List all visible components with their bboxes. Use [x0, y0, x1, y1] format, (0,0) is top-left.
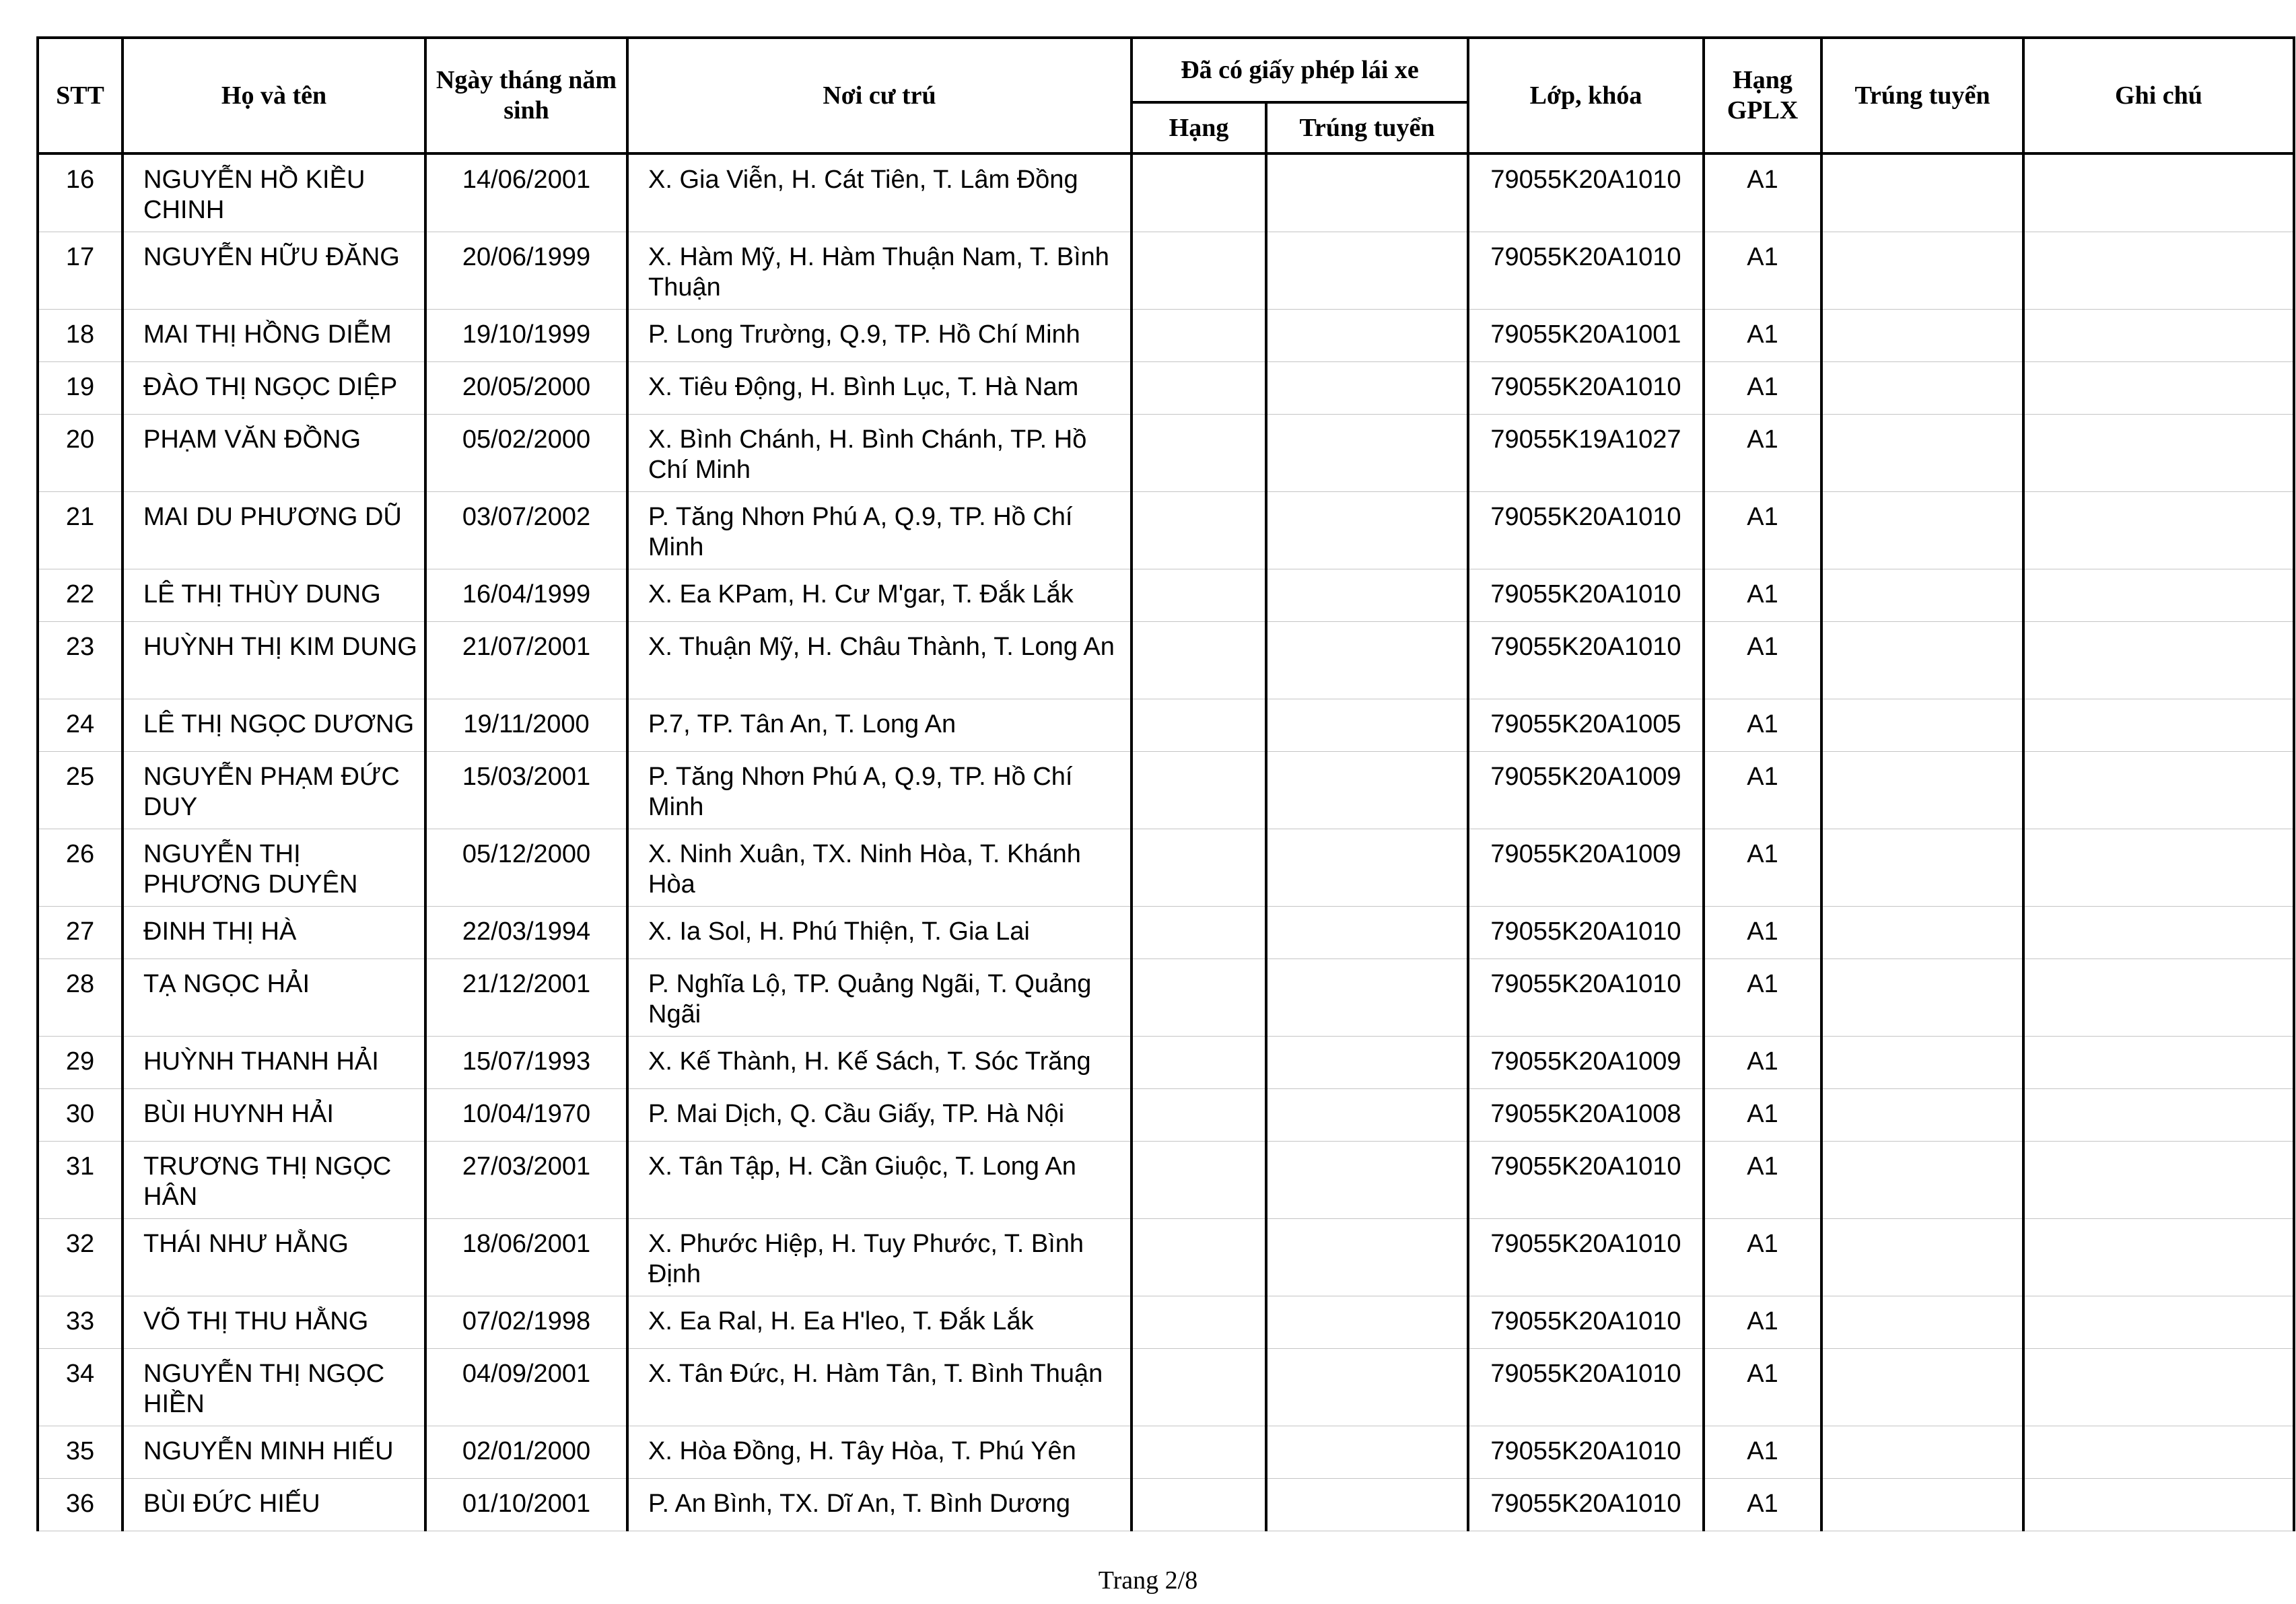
cell-stt: 30 — [38, 1089, 123, 1142]
cell-stt: 25 — [38, 752, 123, 829]
cell-license-admitted — [1266, 622, 1468, 699]
cell-class: 79055K20A1010 — [1468, 1296, 1704, 1349]
cell-stt: 17 — [38, 232, 123, 310]
cell-stt: 36 — [38, 1479, 123, 1531]
cell-license-rank — [1132, 1349, 1266, 1426]
cell-name: HUỲNH THỊ KIM DUNG — [123, 622, 425, 699]
table-row — [38, 569, 2294, 622]
cell-license-admitted — [1266, 829, 1468, 907]
cell-name: NGUYỄN HỒ KIỀU CHINH — [123, 153, 425, 232]
header-stt: STT — [38, 38, 123, 153]
table-row — [38, 153, 2294, 232]
cell-stt: 34 — [38, 1349, 123, 1426]
table-row — [38, 310, 2294, 362]
cell-class: 79055K20A1010 — [1468, 1426, 1704, 1479]
cell-stt: 16 — [38, 153, 123, 232]
cell-license-rank — [1132, 310, 1266, 362]
cell-gplx-rank: A1 — [1704, 415, 1821, 492]
cell-license-admitted — [1266, 362, 1468, 415]
cell-license-rank — [1132, 1142, 1266, 1219]
table-header — [38, 38, 2294, 153]
header-address: Nơi cư trú — [627, 38, 1132, 153]
cell-note — [2023, 752, 2294, 829]
cell-address: X. Gia Viễn, H. Cát Tiên, T. Lâm Đồng — [627, 153, 1132, 232]
cell-license-rank — [1132, 829, 1266, 907]
cell-dob: 01/10/2001 — [425, 1479, 627, 1531]
cell-address: P. Mai Dịch, Q. Cầu Giấy, TP. Hà Nội — [627, 1089, 1132, 1142]
header-dob: Ngày tháng năm sinh — [425, 38, 627, 153]
cell-admitted — [1821, 415, 2023, 492]
cell-stt: 26 — [38, 829, 123, 907]
cell-dob: 15/07/1993 — [425, 1037, 627, 1089]
cell-admitted — [1821, 1089, 2023, 1142]
cell-note — [2023, 907, 2294, 959]
table-row — [38, 415, 2294, 492]
table-row — [38, 1479, 2294, 1531]
cell-license-rank — [1132, 1089, 1266, 1142]
cell-gplx-rank: A1 — [1704, 959, 1821, 1037]
cell-class: 79055K20A1010 — [1468, 959, 1704, 1037]
cell-name: NGUYỄN THỊ NGỌC HIỀN — [123, 1349, 425, 1426]
cell-note — [2023, 959, 2294, 1037]
cell-gplx-rank: A1 — [1704, 492, 1821, 569]
cell-name: VÕ THỊ THU HẰNG — [123, 1296, 425, 1349]
cell-name: TRƯƠNG THỊ NGỌC HÂN — [123, 1142, 425, 1219]
cell-note — [2023, 569, 2294, 622]
cell-address: X. Kế Thành, H. Kế Sách, T. Sóc Trăng — [627, 1037, 1132, 1089]
cell-class: 79055K20A1005 — [1468, 699, 1704, 752]
cell-license-admitted — [1266, 699, 1468, 752]
cell-address: X. Hòa Đồng, H. Tây Hòa, T. Phú Yên — [627, 1426, 1132, 1479]
cell-license-rank — [1132, 907, 1266, 959]
cell-stt: 21 — [38, 492, 123, 569]
cell-address: P. An Bình, TX. Dĩ An, T. Bình Dương — [627, 1479, 1132, 1531]
cell-gplx-rank: A1 — [1704, 362, 1821, 415]
cell-note — [2023, 153, 2294, 232]
cell-class: 79055K20A1010 — [1468, 1349, 1704, 1426]
table-row — [38, 1142, 2294, 1219]
table-row — [38, 362, 2294, 415]
cell-name: BÙI HUYNH HẢI — [123, 1089, 425, 1142]
cell-class: 79055K20A1010 — [1468, 1479, 1704, 1531]
cell-gplx-rank: A1 — [1704, 1037, 1821, 1089]
cell-stt: 20 — [38, 415, 123, 492]
cell-license-admitted — [1266, 959, 1468, 1037]
cell-license-admitted — [1266, 1349, 1468, 1426]
cell-admitted — [1821, 829, 2023, 907]
cell-gplx-rank: A1 — [1704, 232, 1821, 310]
cell-admitted — [1821, 569, 2023, 622]
cell-dob: 21/07/2001 — [425, 622, 627, 699]
cell-address: X. Phước Hiệp, H. Tuy Phước, T. Bình Định — [627, 1219, 1132, 1296]
cell-dob: 19/11/2000 — [425, 699, 627, 752]
table-row — [38, 1296, 2294, 1349]
cell-license-rank — [1132, 1219, 1266, 1296]
cell-gplx-rank: A1 — [1704, 1219, 1821, 1296]
cell-gplx-rank: A1 — [1704, 153, 1821, 232]
cell-gplx-rank: A1 — [1704, 699, 1821, 752]
cell-license-admitted — [1266, 1037, 1468, 1089]
cell-class: 79055K20A1009 — [1468, 829, 1704, 907]
cell-gplx-rank: A1 — [1704, 1349, 1821, 1426]
cell-admitted — [1821, 1037, 2023, 1089]
cell-address: X. Tiêu Động, H. Bình Lục, T. Hà Nam — [627, 362, 1132, 415]
cell-stt: 23 — [38, 622, 123, 699]
cell-gplx-rank: A1 — [1704, 622, 1821, 699]
cell-address: P. Long Trường, Q.9, TP. Hồ Chí Minh — [627, 310, 1132, 362]
cell-stt: 27 — [38, 907, 123, 959]
cell-admitted — [1821, 959, 2023, 1037]
cell-admitted — [1821, 1142, 2023, 1219]
table-row — [38, 1426, 2294, 1479]
cell-admitted — [1821, 1219, 2023, 1296]
cell-dob: 20/06/1999 — [425, 232, 627, 310]
cell-note — [2023, 415, 2294, 492]
header-admitted: Trúng tuyển — [1821, 38, 2023, 153]
page-number: Trang 2/8 — [1098, 1566, 1198, 1595]
cell-admitted — [1821, 752, 2023, 829]
cell-stt: 28 — [38, 959, 123, 1037]
cell-note — [2023, 310, 2294, 362]
candidate-table — [36, 36, 2295, 1531]
cell-license-admitted — [1266, 1296, 1468, 1349]
cell-license-rank — [1132, 959, 1266, 1037]
cell-class: 79055K20A1010 — [1468, 622, 1704, 699]
cell-class: 79055K20A1009 — [1468, 752, 1704, 829]
cell-dob: 22/03/1994 — [425, 907, 627, 959]
cell-license-rank — [1132, 153, 1266, 232]
cell-class: 79055K20A1010 — [1468, 569, 1704, 622]
cell-license-admitted — [1266, 1426, 1468, 1479]
table-row — [38, 1037, 2294, 1089]
cell-license-admitted — [1266, 492, 1468, 569]
cell-license-admitted — [1266, 310, 1468, 362]
cell-license-admitted — [1266, 232, 1468, 310]
cell-dob: 27/03/2001 — [425, 1142, 627, 1219]
cell-dob: 15/03/2001 — [425, 752, 627, 829]
cell-address: X. Tân Đức, H. Hàm Tân, T. Bình Thuận — [627, 1349, 1132, 1426]
cell-note — [2023, 1296, 2294, 1349]
cell-class: 79055K20A1001 — [1468, 310, 1704, 362]
cell-note — [2023, 232, 2294, 310]
cell-license-admitted — [1266, 1479, 1468, 1531]
table-row — [38, 492, 2294, 569]
cell-license-admitted — [1266, 569, 1468, 622]
cell-stt: 35 — [38, 1426, 123, 1479]
cell-address: P. Nghĩa Lộ, TP. Quảng Ngãi, T. Quảng Ngãi — [627, 959, 1132, 1037]
cell-admitted — [1821, 310, 2023, 362]
header-license-group: Đã có giấy phép lái xe — [1132, 38, 1468, 102]
cell-stt: 24 — [38, 699, 123, 752]
cell-address: X. Bình Chánh, H. Bình Chánh, TP. Hồ Chí Minh — [627, 415, 1132, 492]
cell-admitted — [1821, 1349, 2023, 1426]
cell-admitted — [1821, 232, 2023, 310]
cell-name: NGUYỄN MINH HIẾU — [123, 1426, 425, 1479]
cell-dob: 19/10/1999 — [425, 310, 627, 362]
cell-class: 79055K20A1010 — [1468, 153, 1704, 232]
cell-license-rank — [1132, 569, 1266, 622]
table-row — [38, 752, 2294, 829]
table-row — [38, 1349, 2294, 1426]
cell-name: HUỲNH THANH HẢI — [123, 1037, 425, 1089]
cell-name: ĐÀO THỊ NGỌC DIỆP — [123, 362, 425, 415]
cell-note — [2023, 1219, 2294, 1296]
cell-note — [2023, 362, 2294, 415]
cell-address: P.7, TP. Tân An, T. Long An — [627, 699, 1132, 752]
table-row — [38, 1219, 2294, 1296]
cell-stt: 19 — [38, 362, 123, 415]
cell-address: X. Thuận Mỹ, H. Châu Thành, T. Long An — [627, 622, 1132, 699]
cell-name: LÊ THỊ THÙY DUNG — [123, 569, 425, 622]
cell-license-admitted — [1266, 1089, 1468, 1142]
cell-admitted — [1821, 1479, 2023, 1531]
cell-class: 79055K20A1010 — [1468, 907, 1704, 959]
cell-stt: 32 — [38, 1219, 123, 1296]
cell-name: MAI THỊ HỒNG DIỄM — [123, 310, 425, 362]
cell-name: ĐINH THỊ HÀ — [123, 907, 425, 959]
cell-name: MAI DU PHƯƠNG DŨ — [123, 492, 425, 569]
cell-note — [2023, 622, 2294, 699]
cell-note — [2023, 1037, 2294, 1089]
cell-class: 79055K19A1027 — [1468, 415, 1704, 492]
cell-license-admitted — [1266, 1142, 1468, 1219]
cell-stt: 29 — [38, 1037, 123, 1089]
cell-license-rank — [1132, 699, 1266, 752]
cell-gplx-rank: A1 — [1704, 310, 1821, 362]
cell-name: TẠ NGỌC HẢI — [123, 959, 425, 1037]
cell-dob: 02/01/2000 — [425, 1426, 627, 1479]
cell-class: 79055K20A1009 — [1468, 1037, 1704, 1089]
cell-class: 79055K20A1010 — [1468, 232, 1704, 310]
cell-address: P. Tăng Nhơn Phú A, Q.9, TP. Hồ Chí Minh — [627, 752, 1132, 829]
cell-note — [2023, 1426, 2294, 1479]
cell-class: 79055K20A1010 — [1468, 492, 1704, 569]
cell-license-rank — [1132, 1296, 1266, 1349]
cell-license-rank — [1132, 752, 1266, 829]
cell-license-admitted — [1266, 752, 1468, 829]
header-name: Họ và tên — [123, 38, 425, 153]
cell-class: 79055K20A1008 — [1468, 1089, 1704, 1142]
cell-license-admitted — [1266, 1219, 1468, 1296]
cell-dob: 14/06/2001 — [425, 153, 627, 232]
cell-dob: 07/02/1998 — [425, 1296, 627, 1349]
cell-address: P. Tăng Nhơn Phú A, Q.9, TP. Hồ Chí Minh — [627, 492, 1132, 569]
cell-stt: 33 — [38, 1296, 123, 1349]
cell-gplx-rank: A1 — [1704, 1296, 1821, 1349]
cell-dob: 10/04/1970 — [425, 1089, 627, 1142]
cell-license-rank — [1132, 1426, 1266, 1479]
cell-gplx-rank: A1 — [1704, 569, 1821, 622]
cell-note — [2023, 1142, 2294, 1219]
header-class: Lớp, khóa — [1468, 38, 1704, 153]
cell-gplx-rank: A1 — [1704, 1479, 1821, 1531]
header-license-admitted: Trúng tuyển — [1266, 102, 1468, 153]
cell-note — [2023, 829, 2294, 907]
cell-admitted — [1821, 153, 2023, 232]
cell-gplx-rank: A1 — [1704, 1089, 1821, 1142]
cell-note — [2023, 1089, 2294, 1142]
cell-admitted — [1821, 1296, 2023, 1349]
cell-name: THÁI NHƯ HẰNG — [123, 1219, 425, 1296]
cell-dob: 16/04/1999 — [425, 569, 627, 622]
table-body — [38, 153, 2294, 1531]
cell-name: NGUYỄN THỊ PHƯƠNG DUYÊN — [123, 829, 425, 907]
cell-address: X. Ea KPam, H. Cư M'gar, T. Đắk Lắk — [627, 569, 1132, 622]
cell-gplx-rank: A1 — [1704, 752, 1821, 829]
cell-admitted — [1821, 492, 2023, 569]
cell-gplx-rank: A1 — [1704, 1142, 1821, 1219]
cell-dob: 04/09/2001 — [425, 1349, 627, 1426]
header-license-rank: Hạng — [1132, 102, 1266, 153]
cell-license-admitted — [1266, 907, 1468, 959]
cell-name: LÊ THỊ NGỌC DƯƠNG — [123, 699, 425, 752]
cell-note — [2023, 699, 2294, 752]
cell-name: BÙI ĐỨC HIẾU — [123, 1479, 425, 1531]
cell-admitted — [1821, 622, 2023, 699]
cell-admitted — [1821, 907, 2023, 959]
cell-stt: 31 — [38, 1142, 123, 1219]
cell-license-rank — [1132, 362, 1266, 415]
cell-dob: 05/02/2000 — [425, 415, 627, 492]
cell-license-rank — [1132, 415, 1266, 492]
cell-address: X. Tân Tập, H. Cần Giuộc, T. Long An — [627, 1142, 1132, 1219]
cell-class: 79055K20A1010 — [1468, 362, 1704, 415]
cell-name: NGUYỄN HỮU ĐĂNG — [123, 232, 425, 310]
cell-license-rank — [1132, 1037, 1266, 1089]
cell-license-rank — [1132, 492, 1266, 569]
cell-license-admitted — [1266, 153, 1468, 232]
table-row — [38, 907, 2294, 959]
table-row — [38, 699, 2294, 752]
cell-stt: 22 — [38, 569, 123, 622]
cell-note — [2023, 1479, 2294, 1531]
header-note: Ghi chú — [2023, 38, 2294, 153]
table-row — [38, 959, 2294, 1037]
cell-gplx-rank: A1 — [1704, 829, 1821, 907]
cell-address: X. Hàm Mỹ, H. Hàm Thuận Nam, T. Bình Thuận — [627, 232, 1132, 310]
cell-class: 79055K20A1010 — [1468, 1219, 1704, 1296]
table-row — [38, 232, 2294, 310]
cell-dob: 03/07/2002 — [425, 492, 627, 569]
cell-name: NGUYỄN PHẠM ĐỨC DUY — [123, 752, 425, 829]
cell-license-admitted — [1266, 415, 1468, 492]
cell-license-rank — [1132, 622, 1266, 699]
cell-dob: 21/12/2001 — [425, 959, 627, 1037]
header-gplx-rank: Hạng GPLX — [1704, 38, 1821, 153]
table-row — [38, 1089, 2294, 1142]
cell-license-rank — [1132, 232, 1266, 310]
cell-address: X. Ea Ral, H. Ea H'leo, T. Đắk Lắk — [627, 1296, 1132, 1349]
cell-note — [2023, 1349, 2294, 1426]
cell-address: X. Ia Sol, H. Phú Thiện, T. Gia Lai — [627, 907, 1132, 959]
cell-address: X. Ninh Xuân, TX. Ninh Hòa, T. Khánh Hòa — [627, 829, 1132, 907]
cell-license-rank — [1132, 1479, 1266, 1531]
cell-dob: 05/12/2000 — [425, 829, 627, 907]
cell-note — [2023, 492, 2294, 569]
table-row — [38, 829, 2294, 907]
cell-admitted — [1821, 1426, 2023, 1479]
cell-dob: 20/05/2000 — [425, 362, 627, 415]
cell-stt: 18 — [38, 310, 123, 362]
cell-dob: 18/06/2001 — [425, 1219, 627, 1296]
cell-admitted — [1821, 362, 2023, 415]
cell-gplx-rank: A1 — [1704, 1426, 1821, 1479]
cell-class: 79055K20A1010 — [1468, 1142, 1704, 1219]
cell-gplx-rank: A1 — [1704, 907, 1821, 959]
table-row — [38, 622, 2294, 699]
cell-name: PHẠM VĂN ĐỒNG — [123, 415, 425, 492]
cell-admitted — [1821, 699, 2023, 752]
